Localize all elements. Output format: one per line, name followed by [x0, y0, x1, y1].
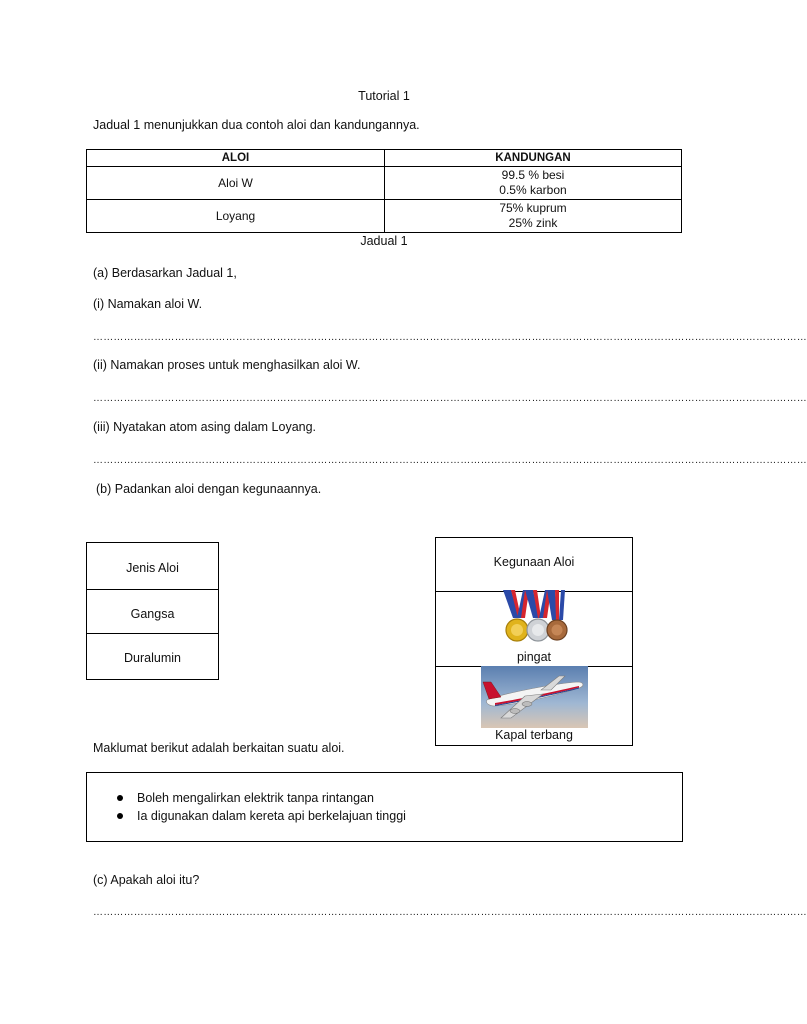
cell-aloi: Loyang [87, 200, 385, 233]
airplane-image[interactable] [481, 666, 588, 728]
use-label-kapal-terbang: Kapal terbang [495, 728, 573, 742]
table-row [87, 167, 682, 200]
cell-kandungan [385, 167, 682, 200]
answer-line[interactable]: ………………………………………………………………………………………………………………………………………………………………………………………… [93, 455, 807, 466]
kandungan-line: 99.5 % besi [501, 168, 565, 182]
question-a: (a) Berdasarkan Jadual 1, [93, 266, 237, 280]
answer-line[interactable]: ………………………………………………………………………………………………………………………………………………………………………………………… [93, 393, 807, 404]
table-header-row [87, 150, 682, 167]
divider [87, 633, 218, 634]
medals-image[interactable] [501, 588, 567, 646]
list-item [87, 789, 682, 807]
answer-line[interactable]: ………………………………………………………………………………………………………………………………………………………………………………………… [93, 907, 807, 918]
alloy-type-item[interactable]: Duralumin [124, 651, 181, 665]
use-label-pingat: pingat [516, 650, 552, 664]
alloy-type-box [86, 542, 219, 680]
table-row [87, 200, 682, 233]
kandungan-line: 25% zink [508, 216, 558, 230]
cell-kandungan [385, 200, 682, 233]
alloy-type-item[interactable]: Gangsa [130, 607, 175, 621]
info-bullet-text: Ia digunakan dalam kereta api berkelajuan tinggi [137, 809, 406, 823]
info-box [86, 772, 683, 842]
info-lead: Maklumat berikut adalah berkaitan suatu aloi. [93, 741, 345, 755]
header-aloi: ALOI [87, 150, 385, 167]
page-title: Tutorial 1 [358, 89, 410, 103]
table-caption: Jadual 1 [360, 234, 408, 248]
kandungan-line: 0.5% karbon [499, 183, 567, 197]
bullet-icon [117, 813, 123, 819]
list-item [87, 807, 682, 825]
info-list [87, 789, 682, 825]
info-bullet-text: Boleh mengalirkan elektrik tanpa rintangan [137, 791, 374, 805]
alloy-use-box [435, 537, 633, 746]
alloy-type-header: Jenis Aloi [126, 561, 179, 575]
header-kandungan: KANDUNGAN [385, 150, 682, 167]
question-a-iii: (iii) Nyatakan atom asing dalam Loyang. [93, 420, 317, 434]
divider [87, 589, 218, 590]
alloy-table [86, 149, 682, 233]
alloy-use-header: Kegunaan Aloi [493, 555, 575, 569]
answer-line[interactable]: ………………………………………………………………………………………………………………………………………………………………………………………… [93, 332, 807, 343]
question-c: (c) Apakah aloi itu? [93, 873, 200, 887]
kandungan-line: 75% kuprum [499, 201, 567, 215]
cell-aloi: Aloi W [87, 167, 385, 200]
question-b: (b) Padankan aloi dengan kegunaannya. [96, 482, 322, 496]
question-a-i: (i) Namakan aloi W. [93, 297, 203, 311]
intro-text: Jadual 1 menunjukkan dua contoh aloi dan kandungannya. [93, 118, 420, 132]
bullet-icon [117, 795, 123, 801]
question-a-ii: (ii) Namakan proses untuk menghasilkan aloi W. [93, 358, 361, 372]
